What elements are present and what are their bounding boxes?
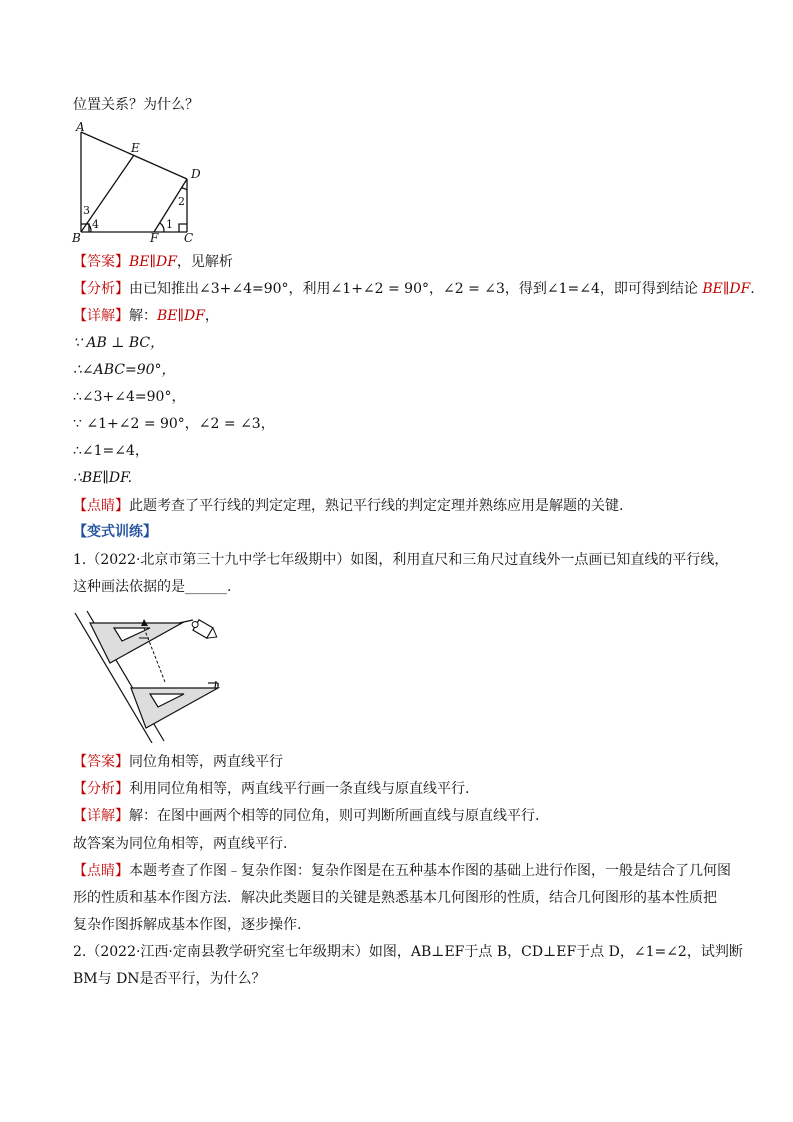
q1-answer-tag: 【答案】 xyxy=(73,754,129,770)
q1-conclusion: 故答案为同位角相等，两直线平行. xyxy=(73,836,288,852)
q1-line-1: 1.（2022·北京市第三十九中学七年级期中）如图，利用直尺和三角尺过直线外一点画已知直线的平行线， xyxy=(73,552,729,568)
proof-step-5: ∴∠1=∠4， xyxy=(73,443,149,459)
analysis-text: 由已知推出∠3+∠4=90°，利用∠1+∠2 = 90°，∠2 = ∠3，得到∠1=∠4，即可得到结论 xyxy=(129,281,703,297)
angle-label-2: 2 xyxy=(178,195,185,208)
q1-comment-text-1: 本题考查了作图﹣复杂作图：复杂作图是在五种基本作图的基础上进行作图，一般是结合了几何图 xyxy=(129,863,731,879)
proof-step-4: ∵ ∠1+∠2 = 90°，∠2 = ∠3， xyxy=(73,416,275,432)
proof-step-1: ∵ AB ⊥ BC， xyxy=(73,335,165,351)
q1-analysis-tag: 【分析】 xyxy=(73,781,129,797)
analysis-line xyxy=(73,280,755,298)
angle-label-3: 3 xyxy=(83,204,90,217)
label-F: F xyxy=(150,231,159,242)
angle-label-1: 1 xyxy=(166,218,173,231)
answer-rest: ，见解析 xyxy=(176,254,233,270)
comment-tag: 【点睛】 xyxy=(73,498,129,514)
detail-text: 解： xyxy=(129,308,157,324)
q1-analysis-text: 利用同位角相等，两直线平行画一条直线与原直线平行. xyxy=(129,781,470,797)
proof-step-2: ∴∠ABC=90°， xyxy=(73,362,176,378)
analysis-conclusion: BE∥DF xyxy=(702,281,751,297)
q1-detail-text: 解：在图中画两个相等的同位角，则可判断所画直线与原直线平行. xyxy=(129,808,540,824)
section-label: 【变式训练】 xyxy=(73,524,157,540)
label-D: D xyxy=(191,167,201,181)
proof-step-6: ∴BE∥DF. xyxy=(73,470,133,486)
analysis-tag: 【分析】 xyxy=(73,281,129,297)
q1-comment-line-2: 形的性质和基本作图方法．解决此类题目的关键是熟悉基本几何图形的性质，结合几何图形的基本性质把 xyxy=(73,890,717,906)
label-C: C xyxy=(184,231,194,242)
figure-ruler-triangles xyxy=(70,608,230,743)
detail-conclusion: BE∥DF xyxy=(157,308,205,324)
q1-analysis-line xyxy=(73,780,469,798)
answer-tag: 【答案】 xyxy=(73,254,129,270)
q1-comment-line-3: 复杂作图拆解成基本作图，逐步操作. xyxy=(73,917,302,933)
q2-line-1: 2.（2022·江西·定南县教学研究室七年级期末）如图，AB⊥EF于点 B，CD⊥EF于点 D，∠1=∠2，试判断 xyxy=(73,944,743,960)
label-B: B xyxy=(72,231,81,242)
q1-answer-line xyxy=(73,753,283,771)
answer-line xyxy=(73,253,233,271)
label-E: E xyxy=(131,141,140,155)
q1-answer-text: 同位角相等，两直线平行 xyxy=(129,754,283,770)
q2-line-2: BM与 DN是否平行，为什么？ xyxy=(73,971,266,987)
answer-value: BE∥DF xyxy=(129,254,177,270)
comment-text: 此题考查了平行线的判定定理，熟记平行线的判定定理并熟练应用是解题的关键. xyxy=(129,498,624,514)
intro-text: 位置关系？为什么？ xyxy=(73,97,199,113)
detail-end: ， xyxy=(204,308,219,324)
comment-line xyxy=(73,497,623,515)
q1-line-2: 这种画法依据的是______. xyxy=(73,579,232,595)
angle-label-4: 4 xyxy=(92,218,99,231)
detail-tag: 【详解】 xyxy=(73,308,129,324)
detail-line xyxy=(73,307,219,325)
analysis-end: . xyxy=(750,281,755,297)
q1-comment-tag: 【点睛】 xyxy=(73,863,129,879)
q1-detail-tag: 【详解】 xyxy=(73,808,129,824)
figure-quadrilateral xyxy=(70,122,230,242)
label-A: A xyxy=(76,122,85,134)
q1-comment-line-1 xyxy=(73,862,731,880)
proof-step-3: ∴∠3+∠4=90°， xyxy=(73,389,186,405)
q1-detail-line xyxy=(73,807,539,825)
